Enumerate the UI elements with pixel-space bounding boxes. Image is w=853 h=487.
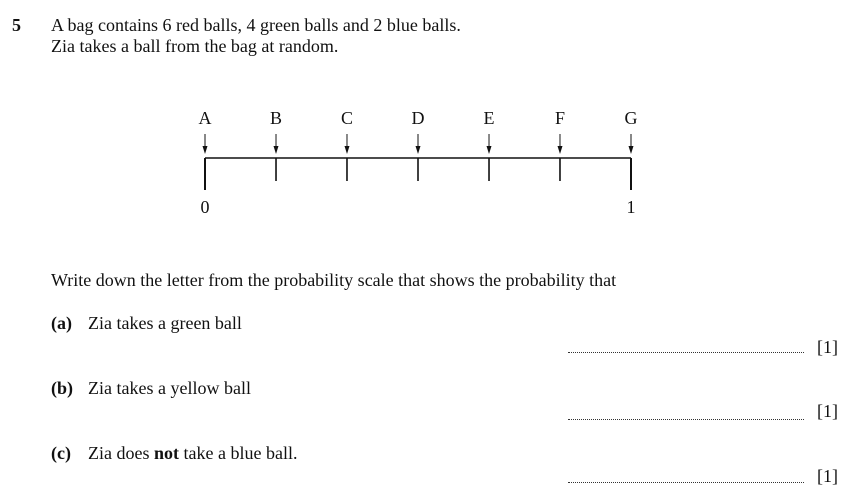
scale-letter-e: E xyxy=(483,108,495,128)
part-a-answer-line[interactable] xyxy=(568,351,804,353)
scale-start-label: 0 xyxy=(200,197,210,217)
part-a-text-before: Zia takes a green ball xyxy=(88,313,242,333)
scale-letter-b: B xyxy=(270,108,283,128)
part-a-text xyxy=(88,313,242,334)
scale-letter-f: F xyxy=(554,108,565,128)
part-b-text-before: Zia takes a yellow ball xyxy=(88,378,251,398)
scale-arrow-head-f xyxy=(557,146,562,154)
scale-arrow-head-c xyxy=(344,146,349,154)
part-a-marks: [1] xyxy=(817,337,838,357)
scale-letter-a: A xyxy=(198,108,212,128)
part-a-label: (a) xyxy=(51,313,72,333)
part-b-marks: [1] xyxy=(817,401,838,421)
scale-end-label: 1 xyxy=(626,197,636,217)
part-c-text-before: Zia does xyxy=(88,443,154,463)
part-b-answer-line[interactable] xyxy=(568,418,804,420)
scale-arrow-head-b xyxy=(274,146,279,154)
part-c-label: (c) xyxy=(51,443,71,463)
scale-arrow-head-d xyxy=(416,146,421,154)
scale-arrow-head-a xyxy=(203,146,208,154)
question-number: 5 xyxy=(12,15,21,35)
scale-letter-d: D xyxy=(411,108,425,128)
scale-letter-c: C xyxy=(340,108,353,128)
part-c-text-after: take a blue ball. xyxy=(179,443,298,463)
question-stem-line-1: A bag contains 6 red balls, 4 green balls and 2 blue balls. xyxy=(51,15,461,35)
instruction-text: Write down the letter from the probability scale that shows the probability that xyxy=(51,270,617,290)
part-c-text xyxy=(88,443,297,464)
part-b-text xyxy=(88,378,251,399)
part-c-text-bold: not xyxy=(153,443,179,463)
part-b-label: (b) xyxy=(51,378,73,398)
scale-arrow-head-g xyxy=(629,146,634,154)
question-stem-line-2: Zia takes a ball from the bag at random. xyxy=(51,36,339,56)
scale-letter-g: G xyxy=(624,108,638,128)
scale-arrow-head-e xyxy=(487,146,492,154)
part-c-answer-line[interactable] xyxy=(568,481,804,483)
part-c-marks: [1] xyxy=(817,466,838,486)
